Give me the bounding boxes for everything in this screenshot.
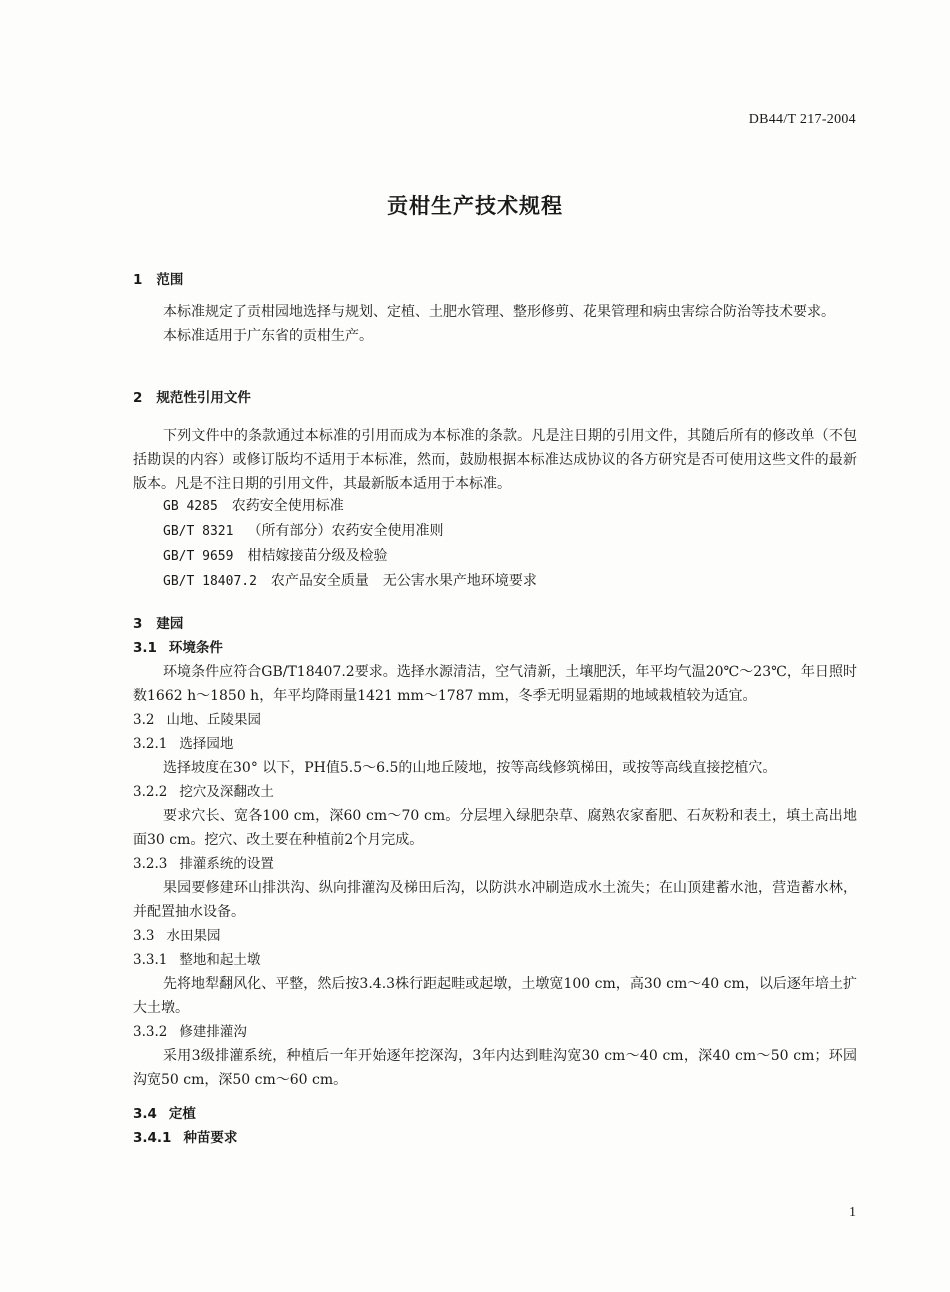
subsection-heading: 3.2.3 排灌系统的设置 [133,856,274,872]
document-title: 贡柑生产技术规程 [387,194,563,218]
paragraph: 下列文件中的条款通过本标准的引用而成为本标准的条款。凡是注日期的引用文件，其随后所有的修改单（不包括勘误的内容）或修订版均不适用于本标准，然而，鼓励根据本标准达成协议的各方研究是否可使用这些文件的最新版本。凡是不注日期的引用文件，其最新版本适用于本标准。 [133,428,857,492]
subsection-heading: 3.1 环境条件 [133,640,223,656]
standard-code: DB44/T 217-2004 [748,112,856,127]
paragraph: 先将地犁翻风化、平整，然后按3.4.3株行距起畦或起墩，土墩宽100 cm，高30 cm～40 cm，以后逐年培土扩大土墩。 [133,976,857,1016]
subsection-heading: 3.2.2 挖穴及深翻改土 [133,784,274,800]
page-number: 1 [849,1205,856,1220]
section-heading: 2 规范性引用文件 [133,390,251,406]
paragraph: 本标准适用于广东省的贡柑生产。 [163,328,373,344]
paragraph: 选择坡度在30° 以下，PH值5.5～6.5的山地丘陵地，按等高线修筑梯田，或按等高线直接挖植穴。 [163,760,777,776]
section-2-body [133,424,857,496]
subsection-heading: 3.3.1 整地和起土墩 [133,952,261,968]
paragraph: 采用3级排灌系统，种植后一年开始逐年挖深沟，3年内达到畦沟宽30 cm～40 cm，深40 cm～50 cm；环园沟宽50 cm，深50 cm～60 cm。 [133,1048,857,1088]
section-heading: 1 范围 [133,272,184,288]
subsection-heading: 3.4 定植 [133,1106,196,1122]
subsection-heading: 3.2.1 选择园地 [133,736,234,752]
section-3 [133,612,857,1150]
subsection-heading: 3.4.1 种苗要求 [133,1130,238,1146]
reference-item: GB/T 8321 （所有部分）农药安全使用准则 [163,523,444,539]
section-2 [133,386,857,410]
subsection-heading: 3.3.2 修建排灌沟 [133,1024,247,1040]
reference-item: GB/T 9659 柑桔嫁接苗分级及检验 [163,548,388,564]
section-heading: 3 建园 [133,616,184,632]
section-1-body [133,300,857,348]
paragraph: 本标准规定了贡柑园地选择与规划、定植、土肥水管理、整形修剪、花果管理和病虫害综合防治等技术要求。 [163,304,835,320]
paragraph: 要求穴长、宽各100 cm，深60 cm～70 cm。分层埋入绿肥杂草、腐熟农家畜肥、石灰粉和表土，填土高出地面30 cm。挖穴、改土要在种植前2个月完成。 [133,808,857,848]
reference-list [133,494,857,594]
reference-item: GB 4285 农药安全使用标准 [163,498,344,514]
section-1 [133,268,857,292]
paragraph: 果园要修建环山排洪沟、纵向排灌沟及梯田后沟，以防洪水冲刷造成水土流失；在山顶建蓄水池，营造蓄水林，并配置抽水设备。 [133,880,857,920]
subsection-heading: 3.2 山地、丘陵果园 [133,712,261,728]
subsection-heading: 3.3 水田果园 [133,928,221,944]
paragraph: 环境条件应符合GB/T18407.2要求。选择水源清洁，空气清新，土壤肥沃，年平均气温20℃～23℃，年日照时数1662 h～1850 h，年平均降雨量1421 mm～1787 mm，冬季无明显霜期的地域栽植较为适宜。 [133,664,857,704]
reference-item: GB/T 18407.2 农产品安全质量 无公害水果产地环境要求 [163,573,537,589]
